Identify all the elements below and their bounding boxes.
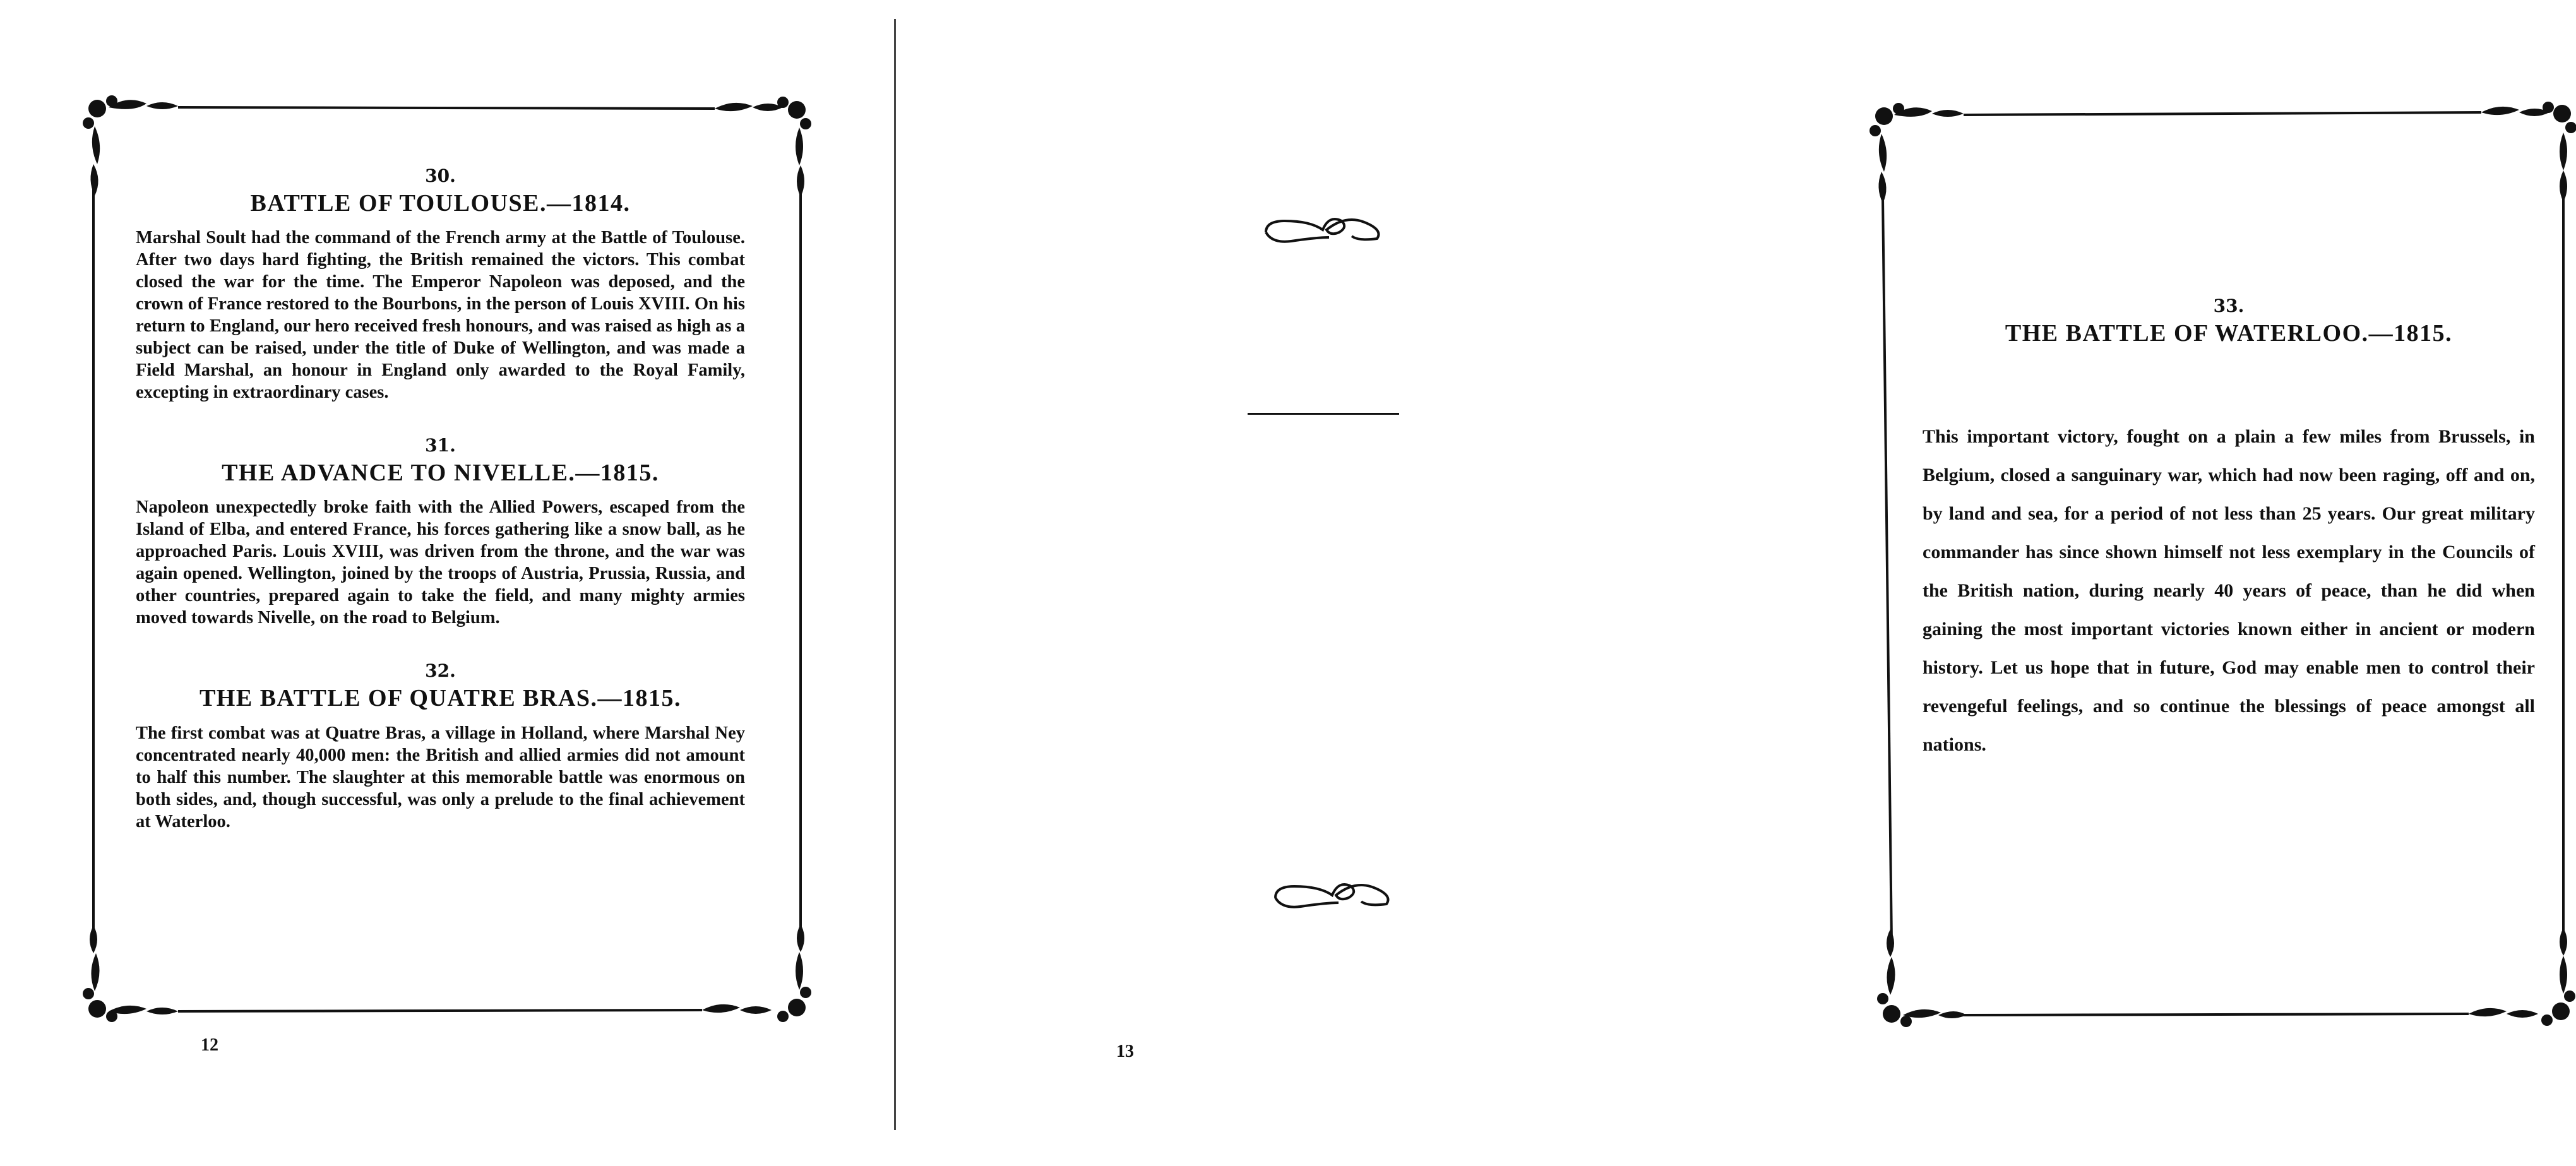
section-32 bbox=[136, 660, 745, 832]
right-page-text bbox=[1923, 202, 2535, 764]
section-title: THE BATTLE OF QUATRE BRAS.—1815. bbox=[199, 684, 682, 711]
divider-rule bbox=[1248, 413, 1399, 415]
scroll-ornament-icon bbox=[1260, 213, 1398, 251]
section-number: 31. bbox=[425, 435, 456, 456]
section-30 bbox=[136, 165, 745, 403]
section-number: 32. bbox=[425, 660, 456, 682]
page-number: 12 bbox=[201, 1035, 218, 1055]
section-paragraph: Marshal Soult had the command of the French army at the Battle of Toulouse. After two days hard fighting, the British remained the victors. This combat closed the war for the time. The Emperor Napoleon was deposed, and the crown of France restored to the Bourbons, in the person of Louis XVIII. On his return to England, our hero received fresh honours, and was raised as high as a subject can be raised, under the title of Duke of Wellington, and was made a Field Marshal, an honour in England only awarded to the Royal Family, excepting in extraordinary cases. bbox=[136, 228, 745, 403]
section-title: THE ADVANCE TO NIVELLE.—1815. bbox=[222, 459, 659, 486]
section-31 bbox=[136, 435, 745, 629]
left-page bbox=[0, 0, 884, 1166]
section-number: 30. bbox=[425, 165, 456, 186]
section-paragraph: The first combat was at Quatre Bras, a village in Holland, where Marshal Ney concentrated nearly 40,000 men: the British and allied armies did not amount to half this number. The slaughter at this memorable battle was enormous on both sides, and, though successful, was only a prelude to the final achievement at Waterloo. bbox=[136, 723, 745, 831]
section-title: BATTLE OF TOULOUSE.—1814. bbox=[250, 189, 631, 217]
spacer bbox=[1923, 357, 2535, 417]
book-gutter bbox=[894, 19, 896, 1130]
left-page-text bbox=[136, 165, 745, 864]
section-number: 33. bbox=[2213, 295, 2245, 316]
page-number: 13 bbox=[1116, 1042, 1134, 1061]
section-title: THE BATTLE OF WATERLOO.—1815. bbox=[2005, 319, 2453, 347]
section-paragraph: Napoleon unexpectedly broke faith with the Allied Powers, escaped from the Island of Elba, and entered France, his forces gathering like a snow ball, as he approached Paris. Louis XVIII, was driven from the throne, and the war was again opened. Wellington, joined by the troops of Austria, Prussia, Russia, and other countries, prepared again to take the field, and many mighty armies moved towards Nivelle, on the road to Belgium. bbox=[136, 497, 745, 628]
section-paragraph: This important victory, fought on a plain a few miles from Brussels, in Belgium, closed a sanguinary war, which had now been raging, off and on, by land and sea, for a period of not less than 25 years. Our great military commander has since shown himself not less exemplary in the Councils of the British nation, during nearly 40 years of peace, than he did when gaining the most important victories known either in ancient or modern history. Let us hope that in future, God may enable men to control their revengeful feelings, and so continue the blessings of peace amongst all nations. bbox=[1923, 426, 2535, 756]
right-page bbox=[897, 0, 2535, 1166]
scroll-ornament-icon bbox=[1269, 879, 1408, 917]
